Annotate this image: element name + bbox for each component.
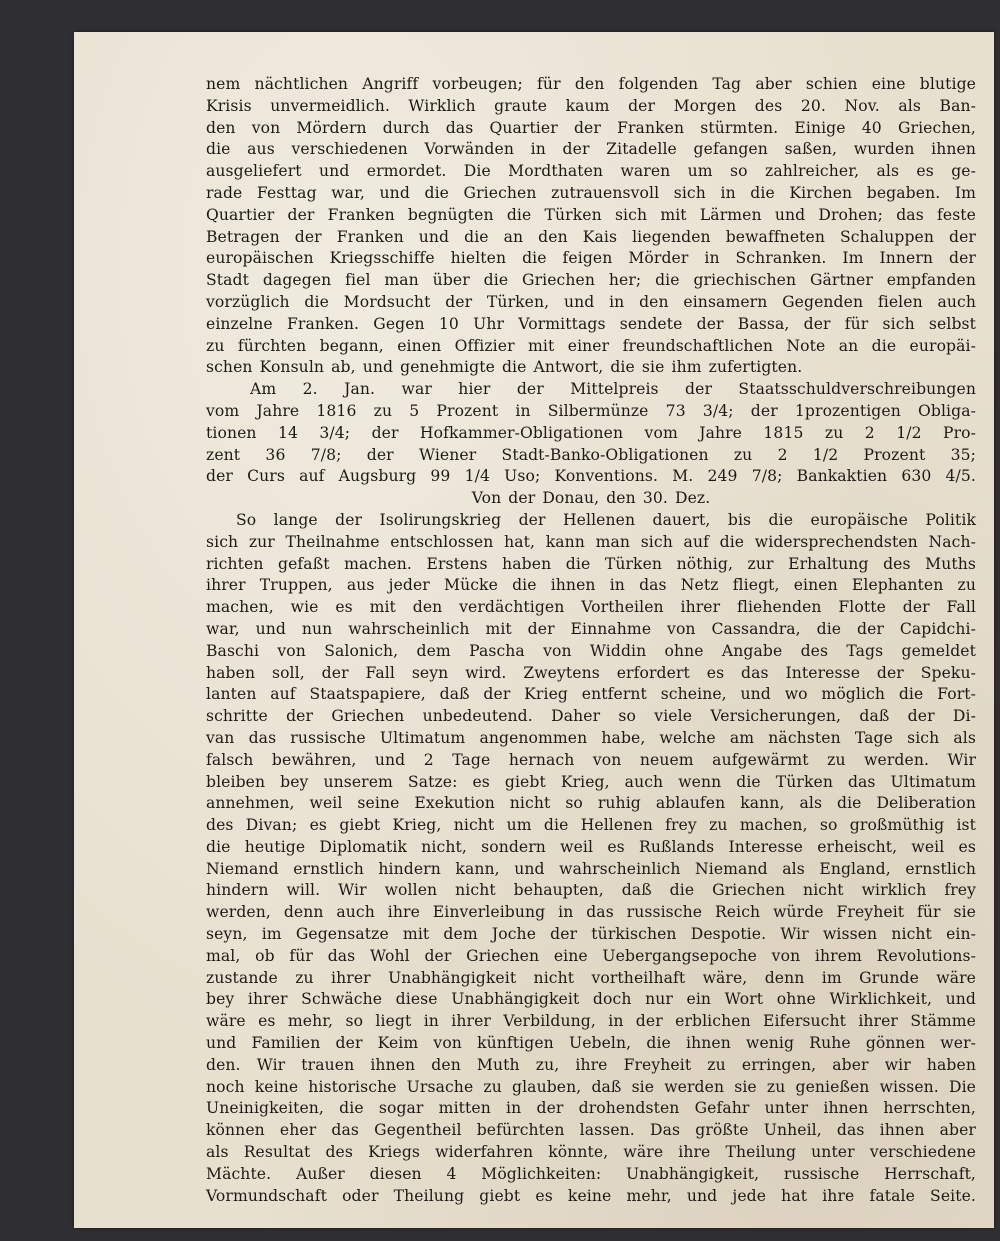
text-line: nem nächtlichen Angriff vorbeugen; für den folgenden Tag aber schien eine blutige	[206, 75, 976, 93]
text-line: vom Jahre 1816 zu 5 Prozent in Silbermünze 73 3/4; der 1prozentigen Obliga-	[206, 401, 976, 420]
text-line: ihrer Truppen, aus jeder Mücke die ihnen in das Netz fliegt, einen Elephanten zu	[206, 576, 976, 595]
text-line: rade Festtag war, und die Griechen zutrauensvoll sich in die Kirchen begaben. Im	[206, 183, 976, 202]
text-line: Baschi von Salonich, dem Pascha von Widdin ohne Angabe des Tags gemeldet	[206, 641, 976, 660]
text-line: falsch bewähren, und 2 Tage hernach von neuem aufgewärmt zu werden. Wir	[206, 750, 976, 769]
text-line: war, und nun wahrscheinlich mit der Einnahme von Cassandra, die der Capidchi-	[206, 619, 976, 638]
text-line: der Curs auf Augsburg 99 1/4 Uso; Konventions. M. 249 7/8; Bankaktien 630 4/5.	[206, 467, 976, 486]
text-line: den. Wir trauen ihnen den Muth zu, ihre Freyheit zu erringen, aber wir haben	[206, 1055, 976, 1074]
text-line: tionen 14 3/4; der Hofkammer-Obligationen vom Jahre 1815 zu 2 1/2 Pro-	[206, 423, 976, 442]
text-line: europäischen Kriegsschiffe hielten die feigen Mörder in Schranken. Im Innern der	[206, 249, 976, 268]
text-line: einzelne Franken. Gegen 10 Uhr Vormittags sendete der Bassa, der für sich selbst	[206, 314, 976, 333]
text-line: vorzüglich die Mordsucht der Türken, und in den einsamern Gegenden fielen auch	[206, 292, 976, 311]
text-line: ausgeliefert und ermordet. Die Mordthaten waren um so zahlreicher, als es ge-	[206, 162, 976, 181]
text-line: Krisis unvermeidlich. Wirklich graute kaum der Morgen des 20. Nov. als Ban-	[206, 96, 976, 115]
text-line: wäre es mehr, so liegt in ihrer Verbildung, in der erblichen Eifersucht ihrer Stämme	[206, 1012, 976, 1031]
text-line: werden, denn auch ihre Einverleibung in das russische Reich würde Freyheit für sie	[206, 903, 976, 922]
text-line: schen Konsuln ab, und genehmigte die Antwort, die sie ihm zufertigten.	[206, 358, 803, 377]
text-line: bleiben bey unserem Satze: es giebt Krieg, auch wenn die Türken das Ultimatum	[206, 772, 976, 791]
text-line: machen, wie es mit den verdächtigen Vortheilen ihrer fliehenden Flotte der Fall	[206, 598, 976, 617]
text-line: Betragen der Franken und die an den Kais liegenden bewaffneten Schaluppen der	[206, 227, 976, 246]
text-line: hindern will. Wir wollen nicht behaupten, daß die Griechen nicht wirklich frey	[206, 881, 976, 900]
text-line: annehmen, weil seine Exekution nicht so ruhig ablaufen kann, als die Deliberation	[206, 794, 976, 813]
text-line: und Familien der Keim von künftigen Uebeln, die ihnen wenig Ruhe gönnen wer-	[206, 1034, 976, 1053]
text-line: zustande zu ihrer Unabhängigkeit nicht vortheilhaft wäre, denn im Grunde wäre	[206, 968, 976, 987]
text-line: als Resultat des Kriegs widerfahren könnte, wäre ihre Theilung unter verschiedene	[206, 1143, 976, 1162]
text-line: richten gefaßt machen. Erstens haben die Türken nöthig, zur Erhaltung des Muths	[206, 554, 976, 573]
text-line: Mächte. Außer diesen 4 Möglichkeiten: Unabhängigkeit, russische Herrschaft,	[206, 1164, 976, 1183]
text-line: mal, ob für das Wohl der Griechen eine Uebergangsepoche von ihrem Revolutions-	[206, 946, 976, 965]
text-line: So lange der Isolirungskrieg der Hellenen dauert, bis die europäische Politik	[236, 510, 976, 529]
article-text	[206, 74, 976, 1207]
text-line: haben soll, der Fall seyn wird. Zweytens erfordert es das Interesse der Speku-	[206, 663, 976, 682]
text-line: sich zur Theilnahme entschlossen hat, kann man sich auf die widersprechendsten Nach-	[206, 532, 976, 551]
text-line: die heutige Diplomatik nicht, sondern weil es Rußlands Interesse erheischt, weil es	[206, 837, 976, 856]
text-line: des Divan; es giebt Krieg, nicht um die Hellenen frey zu machen, so großmüthig ist	[206, 816, 976, 835]
text-line: seyn, im Gegensatze mit dem Joche der türkischen Despotie. Wir wissen nicht ein-	[206, 925, 976, 944]
text-line: zent 36 7/8; der Wiener Stadt-Banko-Obligationen zu 2 1/2 Prozent 35;	[206, 445, 976, 464]
text-line: den von Mördern durch das Quartier der Franken stürmten. Einige 40 Griechen,	[206, 118, 976, 137]
dateline: Von der Donau, den 30. Dez.	[471, 489, 711, 508]
text-line: Stadt dagegen fiel man über die Griechen her; die griechischen Gärtner empfanden	[206, 271, 976, 290]
text-line: Quartier der Franken begnügten die Türken sich mit Lärmen und Drohen; das feste	[206, 205, 976, 224]
text-line: Am 2. Jan. war hier der Mittelpreis der Staatsschuldverschreibungen	[250, 380, 976, 399]
text-line: noch keine historische Ursache zu glauben, daß sie werden sie zu genießen wissen. Die	[206, 1077, 976, 1096]
text-line: Niemand ernstlich hindern kann, und wahrscheinlich Niemand als England, ernstlich	[206, 859, 976, 878]
text-line: van das russische Ultimatum angenommen habe, welche am nächsten Tage sich als	[206, 728, 976, 747]
text-line: die aus verschiedenen Vorwänden in der Zitadelle gefangen saßen, wurden ihnen	[206, 140, 976, 159]
text-line: Vormundschaft oder Theilung giebt es keine mehr, und jede hat ihre fatale Seite.	[206, 1186, 976, 1205]
text-line: lanten auf Staatspapiere, daß der Krieg entfernt scheine, und wo möglich die Fort-	[206, 685, 976, 704]
text-line: schritte der Griechen unbedeutend. Daher so viele Versicherungen, daß der Di-	[206, 707, 976, 726]
text-line: können eher das Gegentheil befürchten lassen. Das größte Unheil, das ihnen aber	[206, 1121, 976, 1140]
text-line: Uneinigkeiten, die sogar mitten in der drohendsten Gefahr unter ihnen herrschten,	[206, 1099, 976, 1118]
text-line: zu fürchten begann, einen Offizier mit einer freundschaftlichen Note an die europäi-	[206, 336, 976, 355]
text-line: bey ihrer Schwäche diese Unabhängigkeit doch nur ein Wort ohne Wirklichkeit, und	[206, 990, 976, 1009]
